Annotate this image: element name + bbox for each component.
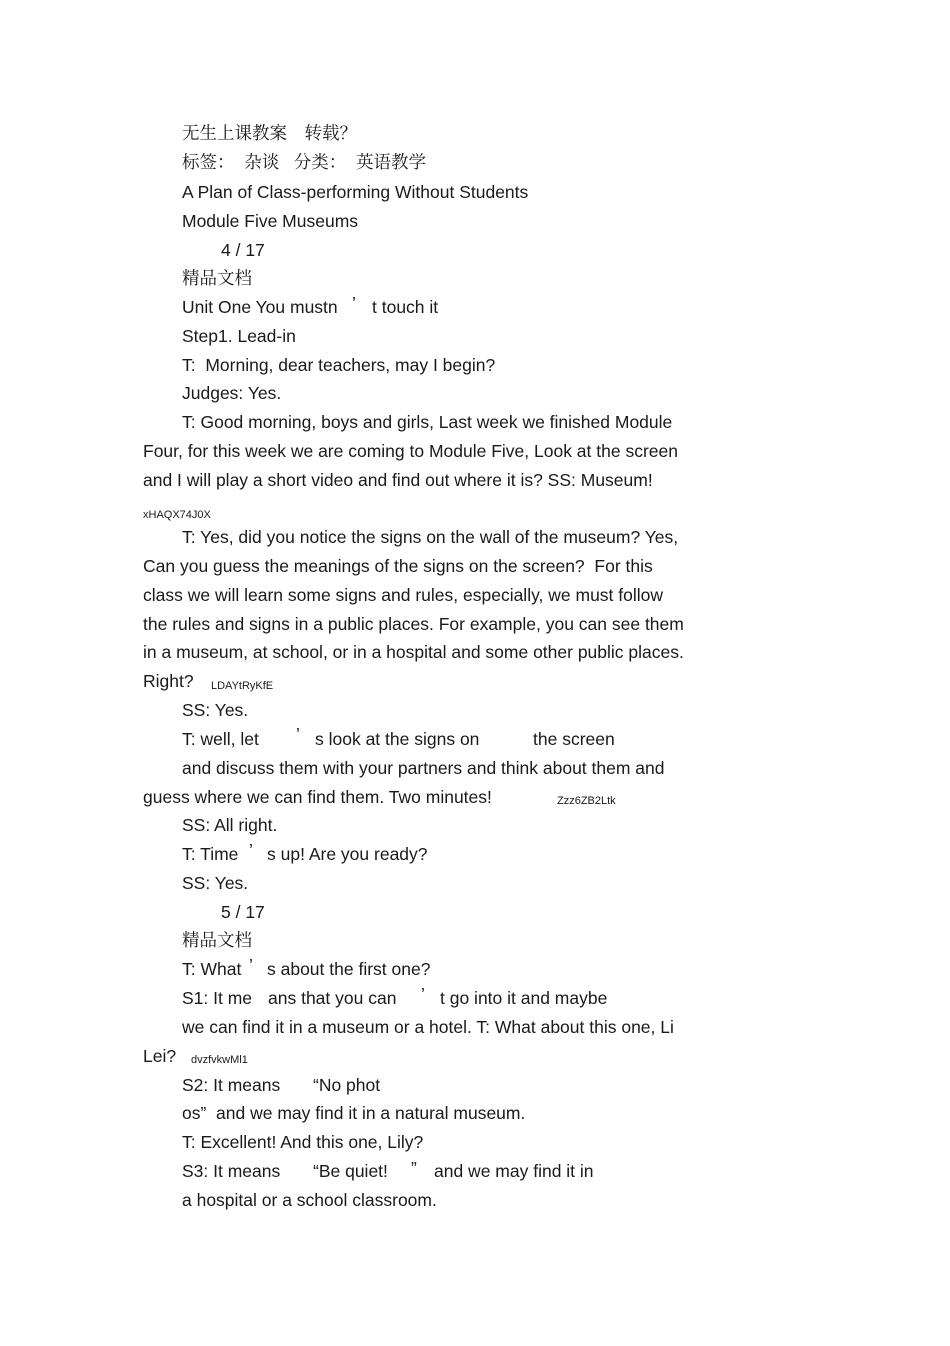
paragraph-line: in a museum, at school, or in a hospital and some other public places. [143,642,684,662]
dialogue-line: S2: It means [182,1075,281,1095]
step-heading: Step1. Lead-in [182,326,296,346]
dialogue-line: “Be quiet! [313,1161,388,1181]
dialogue-line: t go into it and maybe [440,988,608,1008]
paragraph-line: a hospital or a school classroom. [182,1190,437,1210]
dialogue-line: s look at the signs on [315,729,480,749]
paragraph-line: we can find it in a museum or a hotel. T: What about this one, Li [182,1017,674,1037]
paragraph-line: Lei? [143,1046,177,1066]
paragraph-line: Right? [143,671,194,691]
paragraph-line: the rules and signs in a public places. For example, you can see them [143,614,684,634]
paragraph-line: Four, for this week we are coming to Module Five, Look at the screen [143,441,678,461]
paragraph-line: T: Yes, did you notice the signs on the wall of the museum? Yes, [182,527,679,547]
page-number: 5 / 17 [221,902,265,922]
dialogue-line: “No phot [313,1075,381,1095]
dialogue-line: T: Excellent! And this one, Lily? [182,1132,424,1152]
dialogue-line: T: well, let [182,729,259,749]
apostrophe: ’ [249,840,253,860]
paragraph-line: and discuss them with your partners and think about them and [182,758,665,778]
reference-code: LDAYtRyKfE [211,680,274,692]
unit-heading-rest: t touch it [372,297,439,317]
dialogue-line: T: Morning, dear teachers, may I begin? [182,355,496,375]
reference-code: Zzz6ZB2Ltk [557,795,616,807]
reference-code: dvzfvkwMl1 [191,1054,248,1066]
paragraph-line: Can you guess the meanings of the signs on the screen? For this [143,556,653,576]
dialogue-line: ans that you can [268,988,397,1008]
dialogue-line: SS: All right. [182,815,278,835]
apostrophe: ’ [421,984,425,1004]
apostrophe: ’ [352,293,356,313]
apostrophe: ’ [249,955,253,975]
paragraph-line: T: Good morning, boys and girls, Last week we finished Module [182,412,673,432]
apostrophe: ’ [296,724,300,744]
module-heading: Module Five Museums [182,211,359,231]
quote-mark: ” [411,1158,417,1178]
dialogue-line: s about the first one? [267,959,431,979]
dialogue-line: SS: Yes. [182,700,249,720]
doc-tags: 标签： 杂谈 分类： 英语教学 [182,152,427,172]
paragraph-line: and I will play a short video and find out where it is? SS: Museum! [143,470,653,490]
page-number: 4 / 17 [221,240,265,260]
unit-heading: Unit One You mustn [182,297,338,317]
watermark-text: 精品文档 [182,930,252,950]
dialogue-line: S1: It me [182,988,253,1008]
dialogue-line: T: Time [182,844,239,864]
dialogue-line: the screen [533,729,615,749]
plan-title: A Plan of Class-performing Without Students [182,182,529,202]
dialogue-line: and we may find it in [434,1161,594,1181]
dialogue-line: s up! Are you ready? [267,844,428,864]
dialogue-line: Judges: Yes. [182,383,282,403]
dialogue-line: SS: Yes. [182,873,249,893]
paragraph-line: guess where we can find them. Two minutes! [143,787,492,807]
reference-code: xHAQX74J0X [143,509,211,521]
dialogue-line: S3: It means [182,1161,281,1181]
doc-title: 无生上课教案 转载？ [182,123,357,143]
paragraph-line: class we will learn some signs and rules, especially, we must follow [143,585,664,605]
watermark-text: 精品文档 [182,268,252,288]
paragraph-line: os” and we may find it in a natural museum. [182,1103,526,1123]
dialogue-line: T: What [182,959,242,979]
